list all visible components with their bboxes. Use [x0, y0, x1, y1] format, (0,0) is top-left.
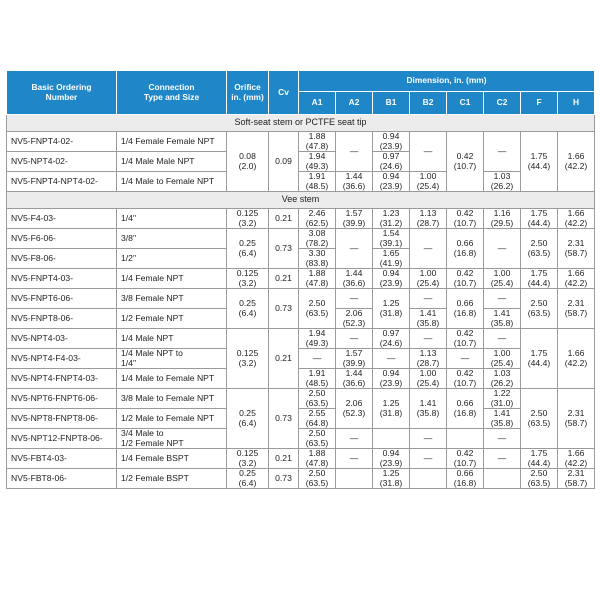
cell-b2: 1.13 (28.7) — [410, 209, 447, 229]
col-header-dim-f: F — [521, 92, 558, 115]
table-row — [7, 269, 595, 289]
cell-c2: — — [484, 289, 521, 309]
table-row — [7, 289, 595, 309]
cell-h: 1.66 (42.2) — [558, 209, 595, 229]
cell-orifice: 0.25 (6.4) — [227, 469, 269, 489]
cell-f: 2.50 (63.5) — [521, 229, 558, 269]
cell-a1: — — [299, 349, 336, 369]
table-row — [7, 409, 595, 429]
cell-ordering-number: NV5-NPT4-02- — [7, 152, 117, 172]
cell-a2: — — [336, 449, 373, 469]
cell-b1: 0.97 (24.6) — [373, 329, 410, 349]
cell-cv: 0.09 — [269, 132, 299, 192]
cell-b2: — — [410, 429, 447, 449]
cell-cv: 0.21 — [269, 449, 299, 469]
cell-a1: 2.50 (63.5) — [299, 429, 336, 449]
cell-b1: 1.25 (31.8) — [373, 289, 410, 329]
cell-f: 1.75 (44.4) — [521, 269, 558, 289]
cell-connection: 1/4" — [117, 209, 227, 229]
section-header-row — [7, 192, 595, 209]
cell-c2: 1.00 (25.4) — [484, 269, 521, 289]
cell-b1 — [373, 429, 410, 449]
cell-ordering-number: NV5-FNPT8-06- — [7, 309, 117, 329]
cell-orifice: 0.25 (6.4) — [227, 389, 269, 449]
cell-b2 — [410, 469, 447, 489]
cell-c2: 1.00 (25.4) — [484, 349, 521, 369]
cell-a1: 3.30 (83.8) — [299, 249, 336, 269]
cell-c1: 0.42 (10.7) — [447, 269, 484, 289]
cell-b2: 1.13 (28.7) — [410, 349, 447, 369]
cell-b2: 1.41 (35.8) — [410, 389, 447, 429]
cell-connection: 3/8 Male to Female NPT — [117, 389, 227, 409]
col-header-dim-a2: A2 — [336, 92, 373, 115]
cell-ordering-number: NV5-NPT4-F4-03- — [7, 349, 117, 369]
cell-cv: 0.73 — [269, 289, 299, 329]
table-row — [7, 429, 595, 449]
cell-c2: 1.22 (31.0) — [484, 389, 521, 409]
cell-b1: 0.94 (23.9) — [373, 449, 410, 469]
cell-cv: 0.73 — [269, 389, 299, 449]
cell-c2: 1.16 (29.5) — [484, 209, 521, 229]
cell-a1: 2.55 (64.8) — [299, 409, 336, 429]
cell-b2: — — [410, 449, 447, 469]
table-row — [7, 172, 595, 192]
cell-ordering-number: NV5-FBT8-06- — [7, 469, 117, 489]
cell-a1: 1.88 (47.8) — [299, 132, 336, 152]
cell-a1: 1.88 (47.8) — [299, 269, 336, 289]
cell-b2: 1.00 (25.4) — [410, 369, 447, 389]
cell-orifice: 0.125 (3.2) — [227, 449, 269, 469]
section-title: Vee stem — [7, 192, 595, 209]
cell-connection: 3/8 Female NPT — [117, 289, 227, 309]
cell-f: 1.75 (44.4) — [521, 209, 558, 229]
cell-c1 — [447, 429, 484, 449]
table-row — [7, 132, 595, 152]
cell-a2: 1.57 (39.9) — [336, 349, 373, 369]
cell-a2 — [336, 469, 373, 489]
cell-c2: — — [484, 132, 521, 172]
cell-cv: 0.73 — [269, 229, 299, 269]
cell-connection: 1/2 Male to Female NPT — [117, 409, 227, 429]
cell-connection: 1/2 Female NPT — [117, 309, 227, 329]
cell-connection: 1/4 Male Male NPT — [117, 152, 227, 172]
cell-ordering-number: NV5-F8-06- — [7, 249, 117, 269]
cell-c2 — [484, 469, 521, 489]
cell-connection: 1/4 Male NPT to 1/4" — [117, 349, 227, 369]
cell-f: 1.75 (44.4) — [521, 449, 558, 469]
col-header-dim-b2: B2 — [410, 92, 447, 115]
cell-c2: — — [484, 429, 521, 449]
cell-b2: 1.00 (25.4) — [410, 172, 447, 192]
cell-c2: 1.03 (26.2) — [484, 369, 521, 389]
cell-a2: — — [336, 289, 373, 309]
cell-b1: 0.94 (23.9) — [373, 269, 410, 289]
cell-a1: 1.94 (49.3) — [299, 152, 336, 172]
cell-h: 1.66 (42.2) — [558, 329, 595, 389]
cell-connection: 3/4 Male to 1/2 Female NPT — [117, 429, 227, 449]
col-header-dim-a1: A1 — [299, 92, 336, 115]
cell-h: 2.31 (58.7) — [558, 389, 595, 449]
table-row — [7, 369, 595, 389]
cell-ordering-number: NV5-NPT12-FNPT8-06- — [7, 429, 117, 449]
cell-c2: 1.03 (26.2) — [484, 172, 521, 192]
table-row — [7, 449, 595, 469]
cell-ordering-number: NV5-FBT4-03- — [7, 449, 117, 469]
cell-b1: 1.23 (31.2) — [373, 209, 410, 229]
cell-cv: 0.73 — [269, 469, 299, 489]
cell-connection: 1/4 Male to Female NPT — [117, 172, 227, 192]
cell-b1: 1.25 (31.8) — [373, 389, 410, 429]
cell-connection: 1/4 Male to Female NPT — [117, 369, 227, 389]
table-row — [7, 229, 595, 249]
cell-ordering-number: NV5-FNPT4-03- — [7, 269, 117, 289]
cell-a2: — — [336, 132, 373, 172]
cell-f: 2.50 (63.5) — [521, 289, 558, 329]
col-header-dimension: Dimension, in. (mm) — [299, 71, 595, 92]
cell-h: 1.66 (42.2) — [558, 269, 595, 289]
cell-connection: 1/2" — [117, 249, 227, 269]
cell-c1: 0.42 (10.7) — [447, 449, 484, 469]
cell-b2: — — [410, 289, 447, 309]
col-header-dim-h: H — [558, 92, 595, 115]
cell-a2: 1.57 (39.9) — [336, 209, 373, 229]
cell-c1: 0.66 (16.8) — [447, 229, 484, 269]
cell-a2: — — [336, 329, 373, 349]
cell-ordering-number: NV5-FNPT6-06- — [7, 289, 117, 309]
col-header-cv: Cv — [269, 71, 299, 115]
cell-ordering-number: NV5-NPT6-FNPT6-06- — [7, 389, 117, 409]
cell-orifice: 0.125 (3.2) — [227, 329, 269, 389]
cell-f: 2.50 (63.5) — [521, 389, 558, 449]
cell-c1: 0.42 (10.7) — [447, 329, 484, 349]
col-header-connection: Connection Type and Size — [117, 71, 227, 115]
cell-c1: 0.42 (10.7) — [447, 209, 484, 229]
cell-f: 1.75 (44.4) — [521, 329, 558, 389]
col-header-dim-c1: C1 — [447, 92, 484, 115]
cell-c1: 0.66 (16.8) — [447, 469, 484, 489]
cell-orifice: 0.08 (2.0) — [227, 132, 269, 192]
cell-f: 1.75 (44.4) — [521, 132, 558, 192]
cell-a2: 2.06 (52.3) — [336, 389, 373, 429]
cell-c2: — — [484, 229, 521, 269]
cell-b1: 0.94 (23.9) — [373, 132, 410, 152]
table-row — [7, 469, 595, 489]
cell-ordering-number: NV5-NPT8-FNPT8-06- — [7, 409, 117, 429]
cell-b1: 0.94 (23.9) — [373, 369, 410, 389]
cell-connection: 1/4 Female NPT — [117, 269, 227, 289]
cell-h: 2.31 (58.7) — [558, 289, 595, 329]
cell-a2: — — [336, 229, 373, 269]
cell-h: 2.31 (58.7) — [558, 229, 595, 269]
cell-ordering-number: NV5-NPT4-03- — [7, 329, 117, 349]
cell-h: 1.66 (42.2) — [558, 132, 595, 192]
cell-connection: 1/4 Female Female NPT — [117, 132, 227, 152]
cell-b2: 1.41 (35.8) — [410, 309, 447, 329]
cell-a1: 1.88 (47.8) — [299, 449, 336, 469]
cell-a2: 2.06 (52.3) — [336, 309, 373, 329]
col-header-dim-c2: C2 — [484, 92, 521, 115]
cell-c1: 0.42 (10.7) — [447, 369, 484, 389]
cell-orifice: 0.25 (6.4) — [227, 229, 269, 269]
col-header-dim-b1: B1 — [373, 92, 410, 115]
cell-ordering-number: NV5-F4-03- — [7, 209, 117, 229]
cell-a1: 2.50 (63.5) — [299, 469, 336, 489]
cell-ordering-number: NV5-FNPT4-NPT4-02- — [7, 172, 117, 192]
cell-c2: — — [484, 449, 521, 469]
cell-c1: — — [447, 349, 484, 369]
col-header-orifice: Orifice in. (mm) — [227, 71, 269, 115]
cell-c1: 0.66 (16.8) — [447, 289, 484, 329]
cell-connection: 1/2 Female BSPT — [117, 469, 227, 489]
cell-b1: 0.97 (24.6) — [373, 152, 410, 172]
cell-cv: 0.21 — [269, 329, 299, 389]
cell-cv: 0.21 — [269, 269, 299, 289]
cell-c1: 0.66 (16.8) — [447, 389, 484, 429]
cell-f: 2.50 (63.5) — [521, 469, 558, 489]
cell-ordering-number: NV5-NPT4-FNPT4-03- — [7, 369, 117, 389]
cell-b2: 1.00 (25.4) — [410, 269, 447, 289]
cell-b2: — — [410, 329, 447, 349]
cell-a1: 2.46 (62.5) — [299, 209, 336, 229]
cell-b1: 0.94 (23.9) — [373, 172, 410, 192]
valve-dimensions-table — [6, 70, 595, 489]
cell-a2: — — [336, 429, 373, 449]
cell-connection: 1/4 Female BSPT — [117, 449, 227, 469]
cell-a1: 3.08 (78.2) — [299, 229, 336, 249]
cell-b1: 1.25 (31.8) — [373, 469, 410, 489]
cell-b1: 1.54 (39.1) — [373, 229, 410, 249]
table-row — [7, 389, 595, 409]
cell-c2: 1.41 (35.8) — [484, 409, 521, 429]
cell-a1: 2.50 (63.5) — [299, 289, 336, 329]
section-title: Soft-seat stem or PCTFE seat tip — [7, 115, 595, 132]
cell-c2: 1.41 (35.8) — [484, 309, 521, 329]
cell-orifice: 0.125 (3.2) — [227, 269, 269, 289]
cell-c2: — — [484, 329, 521, 349]
cell-orifice: 0.25 (6.4) — [227, 289, 269, 329]
cell-orifice: 0.125 (3.2) — [227, 209, 269, 229]
cell-b1: — — [373, 349, 410, 369]
cell-ordering-number: NV5-FNPT4-02- — [7, 132, 117, 152]
section-header-row — [7, 115, 595, 132]
cell-ordering-number: NV5-F6-06- — [7, 229, 117, 249]
cell-cv: 0.21 — [269, 209, 299, 229]
cell-h: 1.66 (42.2) — [558, 449, 595, 469]
table-row — [7, 209, 595, 229]
cell-a1: 1.91 (48.5) — [299, 369, 336, 389]
cell-b1: 1.65 (41.9) — [373, 249, 410, 269]
cell-a2: 1.44 (36.6) — [336, 269, 373, 289]
table-row — [7, 329, 595, 349]
cell-b2: — — [410, 229, 447, 269]
cell-b2: — — [410, 132, 447, 172]
cell-h: 2.31 (58.7) — [558, 469, 595, 489]
cell-a2: 1.44 (36.6) — [336, 369, 373, 389]
table-row — [7, 349, 595, 369]
cell-a1: 1.94 (49.3) — [299, 329, 336, 349]
cell-a2: 1.44 (36.6) — [336, 172, 373, 192]
cell-c1: 0.42 (10.7) — [447, 132, 484, 192]
col-header-ordering-number: Basic Ordering Number — [7, 71, 117, 115]
cell-connection: 1/4 Male NPT — [117, 329, 227, 349]
cell-a1: 1.91 (48.5) — [299, 172, 336, 192]
cell-connection: 3/8" — [117, 229, 227, 249]
cell-a1: 2.50 (63.5) — [299, 389, 336, 409]
